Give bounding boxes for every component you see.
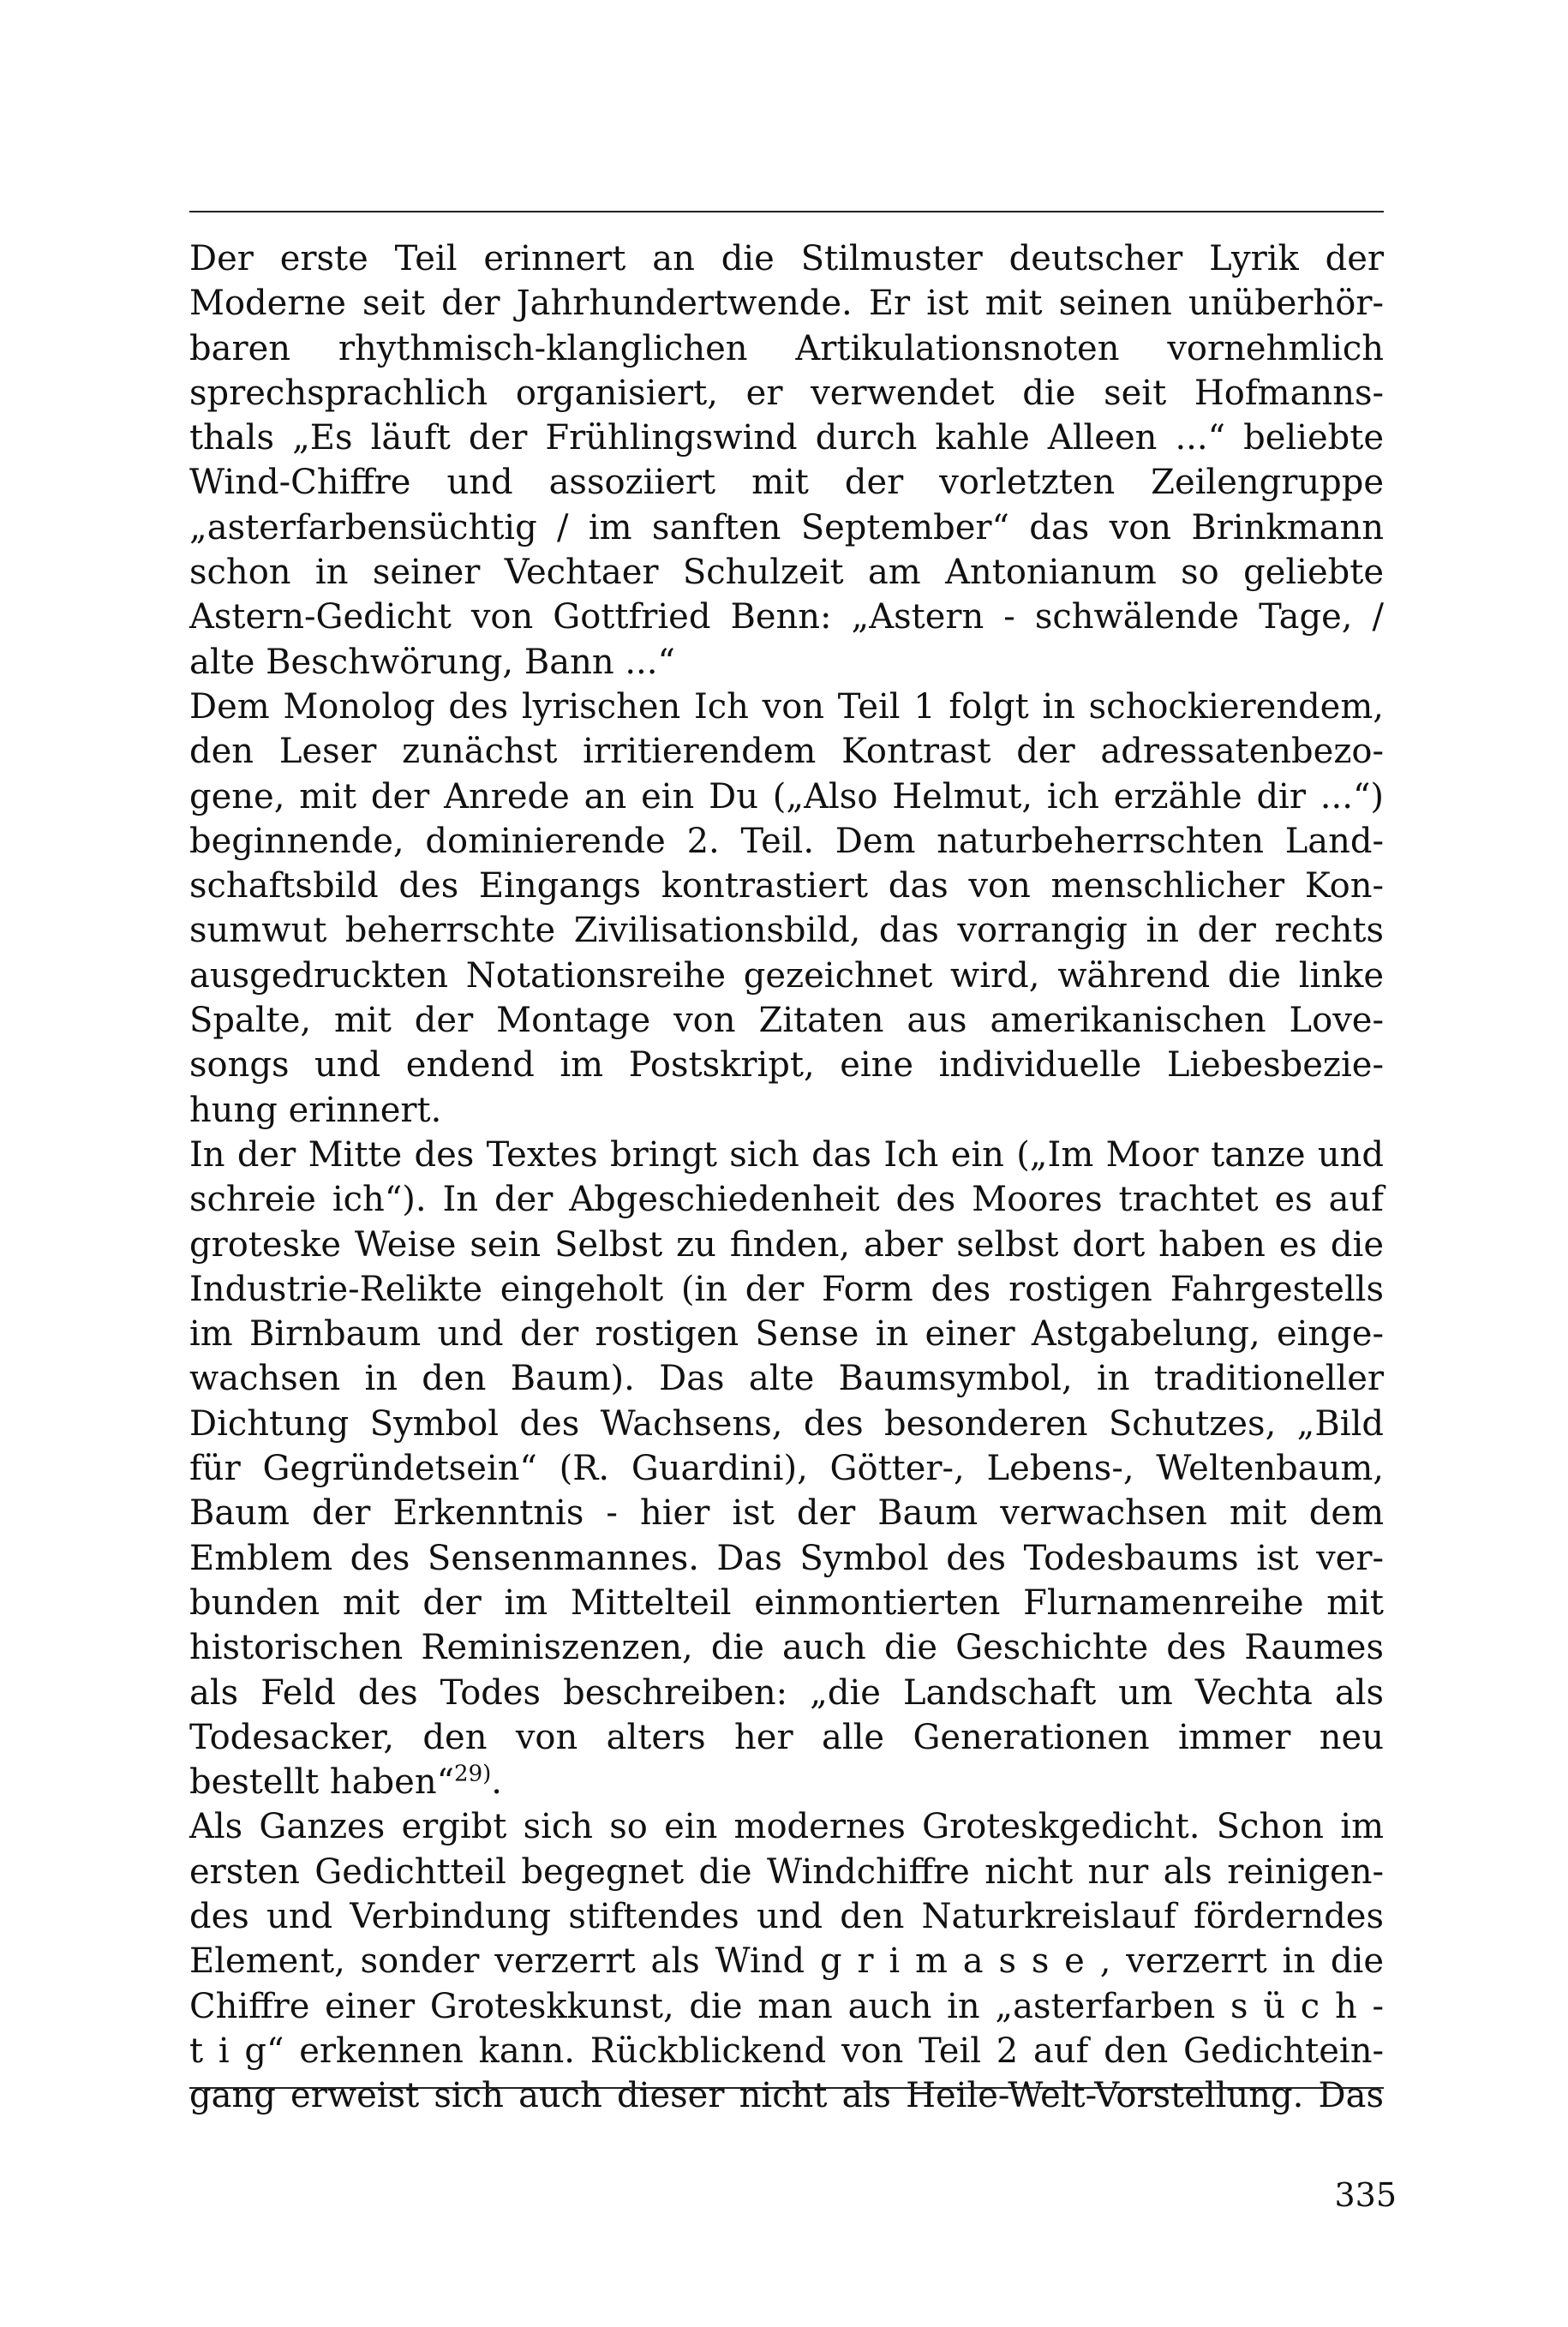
text-line: sumwut beherrschte Zivilisationsbild, das vorrangig in der rechts xyxy=(189,911,1384,951)
text-line: ausgedruckten Notationsreihe gezeichnet wird, während die linke xyxy=(189,955,1384,996)
text-line: schreie ich“). In der Abgeschiedenheit des Moores trachtet es auf xyxy=(189,1180,1384,1220)
text-line: schaftsbild des Eingangs kontrastiert das von menschlicher Kon- xyxy=(189,866,1384,906)
page-number: 335 xyxy=(1334,2176,1397,2214)
text-line: alte Beschwörung, Bann ...“ xyxy=(189,642,675,682)
text-line: gang erweist sich auch dieser nicht als Heile-Welt-Vorstellung. Das xyxy=(189,2076,1384,2116)
text-line: bestellt haben“$^{29)}$. xyxy=(189,1761,502,1803)
text-line: beginnende, dominierende 2. Teil. Dem naturbeherrschten Land- xyxy=(189,821,1384,861)
text-line: Baum der Erkenntnis - hier ist der Baum verwachsen mit dem xyxy=(189,1493,1384,1534)
text-line: historischen Reminiszenzen, die auch die Geschichte des Raumes xyxy=(189,1628,1384,1668)
bottom-rule xyxy=(189,2087,1384,2089)
text-line: bunden mit der im Mittelteil einmontierten Flurnamenreihe mit xyxy=(189,1582,1384,1623)
text-line: Emblem des Sensenmannes. Das Symbol des Todesbaums ist ver- xyxy=(189,1538,1384,1578)
text-line: t i g“ erkennen kann. Rückblickend von Teil 2 auf den Gedichtein- xyxy=(189,2031,1384,2071)
text-line: Astern-Gedicht von Gottfried Benn: „Astern - schwälende Tage, / xyxy=(189,597,1384,637)
text-line: thals „Es läuft der Frühlingswind durch kahle Alleen ...“ beliebte xyxy=(189,418,1384,458)
text-line: Dichtung Symbol des Wachsens, des besonderen Schutzes, „Bild xyxy=(189,1403,1384,1444)
text-line: Spalte, mit der Montage von Zitaten aus amerikanischen Love- xyxy=(189,1001,1384,1041)
text-line: songs und endend im Postskript, eine individuelle Liebesbezie- xyxy=(189,1045,1384,1086)
text-line: als Feld des Todes beschreiben: „die Landschaft um Vechta als xyxy=(189,1672,1384,1713)
text-line: Industrie-Relikte eingeholt (in der Form des rostigen Fahrgestells xyxy=(189,1269,1384,1309)
text-line: In der Mitte des Textes bringt sich das Ich ein („Im Moor tanze und xyxy=(189,1134,1384,1175)
text-line: des und Verbindung stiftendes und den Naturkreislauf förderndes xyxy=(189,1896,1384,1936)
text-line: Todesacker, den von alters her alle Generationen immer neu xyxy=(189,1717,1384,1757)
text-line: Dem Monolog des lyrischen Ich von Teil 1 folgt in schockierendem, xyxy=(189,686,1384,727)
text-line: wachsen in den Baum). Das alte Baumsymbol, in traditioneller xyxy=(189,1359,1384,1399)
text-line: für Gegründetsein“ (R. Guardini), Götter-, Lebens-, Weltenbaum, xyxy=(189,1449,1384,1489)
body-text xyxy=(189,236,1384,2118)
text-line: im Birnbaum und der rostigen Sense in einer Astgabelung, einge- xyxy=(189,1314,1384,1355)
text-line: „asterfarbensüchtig / im sanften September“ das von Brinkmann xyxy=(189,507,1384,547)
text-line: den Leser zunächst irritierendem Kontrast der adressatenbezo- xyxy=(189,732,1384,772)
text-line: Element, sonder verzerrt als Wind g r i m a s s e , verzerrt in die xyxy=(189,1941,1384,1982)
text-line: Moderne seit der Jahrhundertwende. Er ist mit seinen unüberhör- xyxy=(189,284,1384,324)
text-line: Wind-Chiffre und assoziiert mit der vorletzten Zeilengruppe xyxy=(189,463,1384,503)
text-line: gene, mit der Anrede an ein Du („Also Helmut, ich erzähle dir ...“) xyxy=(189,776,1384,817)
text-line: Chiffre einer Groteskkunst, die man auch in „asterfarben s ü c h - xyxy=(189,1986,1384,2026)
text-line: ersten Gedichtteil begegnet die Windchiffre nicht nur als reinigen- xyxy=(189,1851,1384,1892)
text-line: groteske Weise sein Selbst zu finden, aber selbst dort haben es die xyxy=(189,1224,1384,1265)
text-line: sprechsprachlich organisiert, er verwendet die seit Hofmanns- xyxy=(189,373,1384,413)
text-line: Als Ganzes ergibt sich so ein modernes Groteskgedicht. Schon im xyxy=(189,1807,1384,1847)
text-line: baren rhythmisch-klanglichen Artikulationsnoten vornehmlich xyxy=(189,328,1384,368)
text-line: schon in seiner Vechtaer Schulzeit am Antonianum so geliebte xyxy=(189,553,1384,593)
text-line: Der erste Teil erinnert an die Stilmuster deutscher Lyrik der xyxy=(189,239,1384,278)
top-rule xyxy=(189,211,1384,212)
text-line: hung erinnert. xyxy=(189,1090,442,1130)
